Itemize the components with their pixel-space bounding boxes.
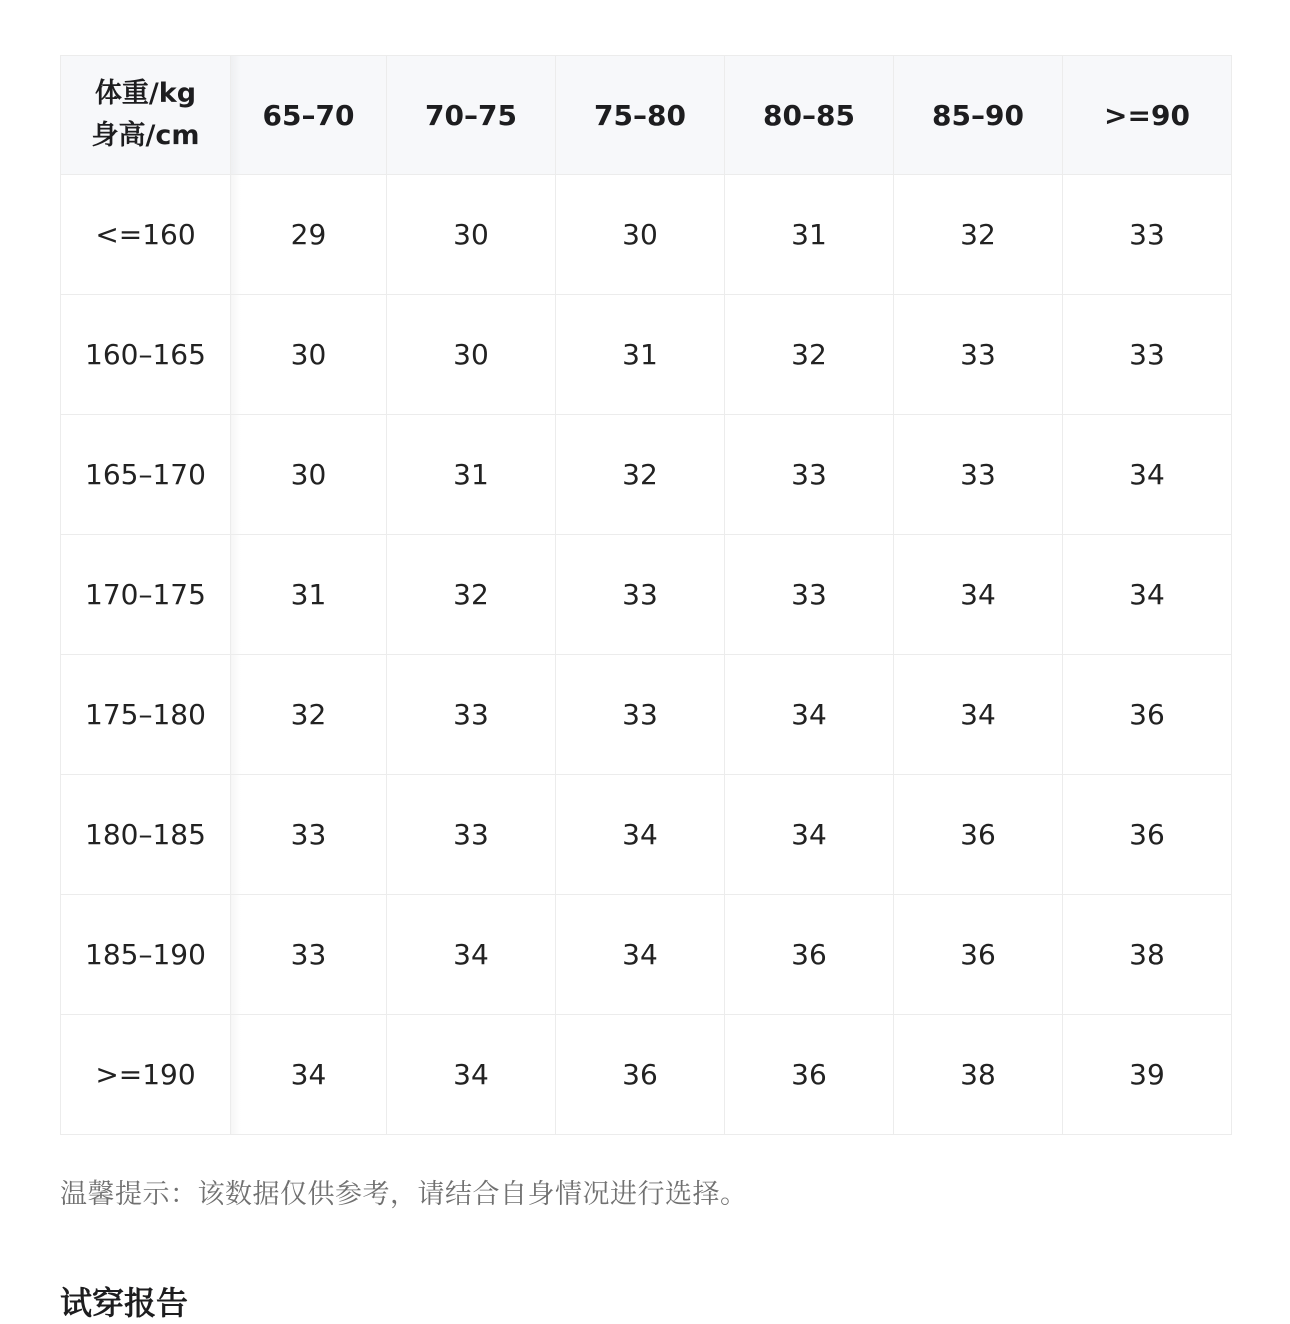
size-cell: 33 (1063, 175, 1232, 295)
size-cell: 38 (1063, 895, 1232, 1015)
size-cell: 33 (1063, 295, 1232, 415)
height-range-cell: <=160 (61, 175, 231, 295)
size-cell: 33 (894, 295, 1063, 415)
size-cell: 34 (387, 1015, 556, 1135)
size-cell: 30 (387, 175, 556, 295)
size-cell: 32 (231, 655, 387, 775)
size-cell: 30 (556, 175, 725, 295)
size-cell: 34 (725, 775, 894, 895)
size-cell: 34 (387, 895, 556, 1015)
table-row (61, 295, 1232, 415)
table-row (61, 175, 1232, 295)
size-cell: 29 (231, 175, 387, 295)
weight-range-header: 75–80 (556, 56, 725, 175)
size-cell: 33 (231, 775, 387, 895)
size-cell: 32 (387, 535, 556, 655)
height-range-cell: 160–165 (61, 295, 231, 415)
size-cell: 31 (231, 535, 387, 655)
size-cell: 34 (556, 895, 725, 1015)
size-cell: 33 (387, 655, 556, 775)
size-cell: 30 (231, 415, 387, 535)
table-row (61, 535, 1232, 655)
size-cell: 32 (894, 175, 1063, 295)
size-cell: 34 (725, 655, 894, 775)
size-cell: 38 (894, 1015, 1063, 1135)
size-cell: 36 (894, 775, 1063, 895)
weight-range-header: 85–90 (894, 56, 1063, 175)
size-cell: 30 (387, 295, 556, 415)
size-cell: 32 (556, 415, 725, 535)
size-cell: 36 (556, 1015, 725, 1135)
size-cell: 34 (231, 1015, 387, 1135)
height-range-cell: 185–190 (61, 895, 231, 1015)
size-cell: 33 (725, 415, 894, 535)
size-table (60, 55, 1232, 1135)
size-cell: 39 (1063, 1015, 1232, 1135)
size-cell: 32 (725, 295, 894, 415)
size-cell: 36 (1063, 775, 1232, 895)
size-cell: 33 (894, 415, 1063, 535)
table-row (61, 1015, 1232, 1135)
size-cell: 36 (725, 895, 894, 1015)
tip-note: 温馨提示：该数据仅供参考，请结合自身情况进行选择。 (60, 1179, 748, 1210)
weight-axis-label: 体重/kg (94, 78, 197, 109)
size-cell: 33 (556, 655, 725, 775)
size-cell: 34 (556, 775, 725, 895)
size-cell: 31 (725, 175, 894, 295)
size-cell: 33 (231, 895, 387, 1015)
height-range-cell: 170–175 (61, 535, 231, 655)
weight-range-header: 70–75 (387, 56, 556, 175)
size-cell: 33 (387, 775, 556, 895)
size-cell: 34 (1063, 535, 1232, 655)
size-cell: 34 (894, 535, 1063, 655)
size-cell: 34 (894, 655, 1063, 775)
height-range-cell: 180–185 (61, 775, 231, 895)
height-range-cell: 165–170 (61, 415, 231, 535)
size-cell: 33 (725, 535, 894, 655)
weight-range-header: 80–85 (725, 56, 894, 175)
height-range-cell: >=190 (61, 1015, 231, 1135)
size-cell: 34 (1063, 415, 1232, 535)
table-row (61, 655, 1232, 775)
size-cell: 36 (894, 895, 1063, 1015)
table-row (61, 775, 1232, 895)
size-cell: 36 (725, 1015, 894, 1135)
next-section-heading-text: 试穿报告 (60, 1284, 189, 1322)
weight-range-header: >=90 (1063, 56, 1232, 175)
table-row (61, 895, 1232, 1015)
table-row (61, 415, 1232, 535)
size-cell: 31 (387, 415, 556, 535)
size-cell: 33 (556, 535, 725, 655)
size-cell: 36 (1063, 655, 1232, 775)
table-header-row (61, 56, 1232, 175)
table-body (61, 175, 1232, 1135)
corner-header-cell (61, 56, 231, 175)
weight-range-header: 65–70 (231, 56, 387, 175)
height-range-cell: 175–180 (61, 655, 231, 775)
next-section-heading (60, 1278, 189, 1322)
size-cell: 31 (556, 295, 725, 415)
height-axis-label: 身高/cm (91, 120, 200, 151)
size-cell: 30 (231, 295, 387, 415)
